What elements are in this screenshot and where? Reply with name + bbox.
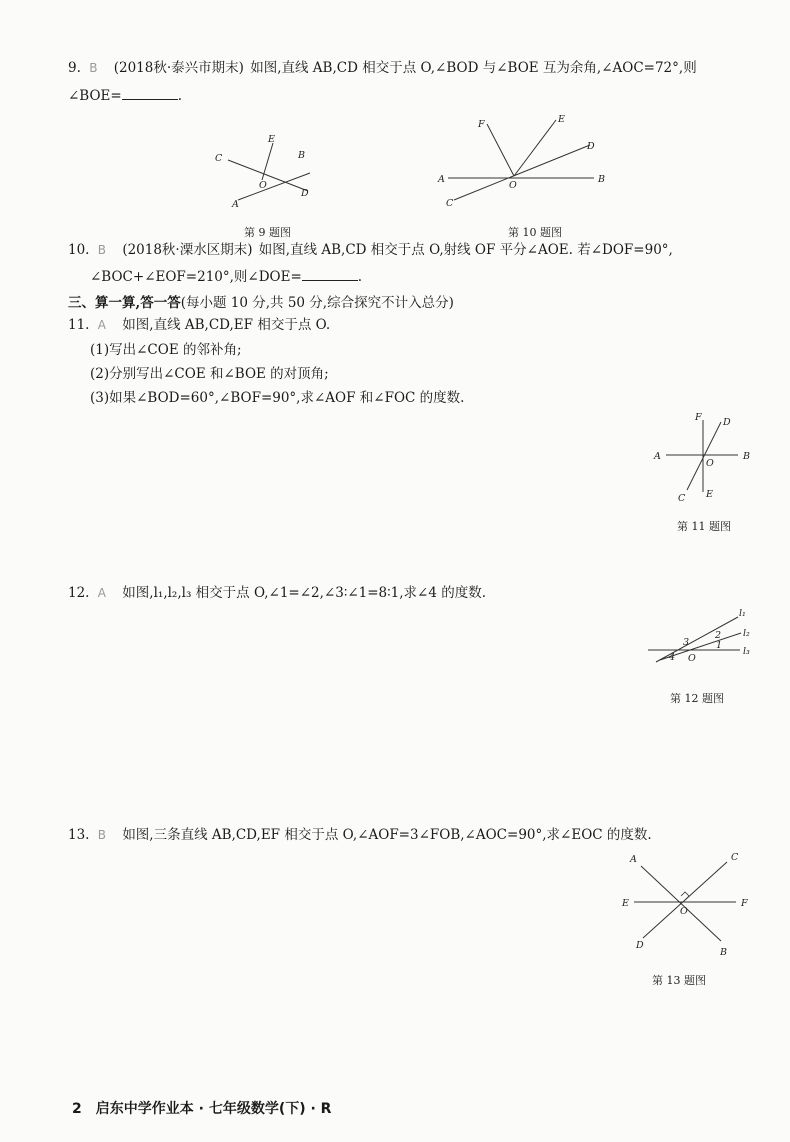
label-O: O: [680, 906, 688, 917]
label-F: F: [695, 412, 702, 423]
page-footer: [72, 1098, 331, 1118]
question-source: (2018秋·泰兴市期末): [113, 60, 244, 76]
label-E: E: [268, 134, 275, 145]
question-11: [68, 315, 330, 335]
label-angle-4: 4: [669, 652, 676, 663]
label-angle-2: 2: [715, 630, 722, 641]
label-C: C: [678, 493, 686, 504]
difficulty-level: B: [97, 828, 107, 842]
label-D: D: [723, 417, 731, 428]
figure-10-caption: 第 10 题图: [508, 226, 562, 239]
label-D: D: [636, 940, 644, 951]
question-13: [68, 825, 652, 845]
label-A: A: [438, 174, 445, 185]
label-F: F: [478, 119, 485, 130]
label-E: E: [558, 114, 565, 125]
question-text: 如图,直线 AB,CD,EF 相交于点 O.: [122, 317, 331, 333]
label-D: D: [587, 141, 595, 152]
line-CD: [454, 145, 590, 200]
label-O: O: [706, 458, 714, 469]
difficulty-level: B: [97, 243, 107, 257]
question-source: (2018秋·溧水区期末): [122, 242, 253, 258]
label-A: A: [630, 854, 637, 865]
answer-blank[interactable]: [302, 266, 358, 281]
difficulty-level: A: [97, 318, 106, 332]
question-text: 如图,直线 AB,CD 相交于点 O,∠BOD 与∠BOE 互为余角,∠AOC=72°,则: [250, 60, 697, 76]
question-12: [68, 583, 486, 603]
section-header: [68, 291, 454, 311]
question-text-continued: ∠BOC+∠EOF=210°,则∠DOE=: [90, 269, 302, 285]
label-C: C: [215, 153, 223, 164]
figure-12-caption: 第 12 题图: [670, 692, 724, 705]
label-angle-3: 3: [683, 637, 690, 648]
question-number: 12.: [68, 585, 90, 601]
question-text-continued: ∠BOE=: [68, 88, 122, 104]
question-text: 如图,三条直线 AB,CD,EF 相交于点 O,∠AOF=3∠FOB,∠AOC=90°,求∠EOC 的度数.: [122, 827, 652, 843]
label-E: E: [622, 898, 629, 909]
question-text: 如图,l₁,l₂,l₃ 相交于点 O,∠1=∠2,∠3∶∠1=8∶1,求∠4 的度数.: [122, 585, 487, 601]
label-C: C: [446, 198, 454, 209]
label-E: E: [706, 489, 713, 500]
question-9: [68, 58, 697, 78]
figure-13-caption: 第 13 题图: [652, 974, 706, 987]
label-A: A: [654, 451, 661, 462]
label-O: O: [688, 653, 696, 664]
label-l1: l₁: [739, 608, 746, 619]
label-l3: l₃: [743, 646, 750, 657]
label-B: B: [298, 150, 305, 161]
figure-9-caption: 第 9 题图: [244, 226, 291, 239]
label-D: D: [301, 188, 309, 199]
question-11-part-1: (1)写出∠COE 的邻补角;: [90, 342, 242, 358]
line-AB: [238, 173, 310, 200]
question-number: 13.: [68, 827, 90, 843]
question-number: 9.: [68, 60, 81, 76]
question-11-part-2: (2)分别写出∠COE 和∠BOE 的对顶角;: [90, 366, 329, 382]
question-9-line2: ∠BOE= .: [68, 85, 182, 106]
question-text: 如图,直线 AB,CD 相交于点 O,射线 OF 平分∠AOE. 若∠DOF=90°,: [258, 242, 673, 258]
ray-OF: [487, 124, 514, 176]
label-F: F: [741, 898, 748, 909]
question-10: [68, 240, 673, 260]
answer-blank[interactable]: [122, 85, 178, 100]
label-C: C: [731, 852, 739, 863]
ray-OE: [262, 143, 273, 180]
right-angle-mark: [681, 892, 689, 900]
label-O: O: [509, 180, 517, 191]
label-O: O: [259, 180, 267, 191]
label-angle-1: 1: [716, 640, 723, 651]
section-title: 三、算一算,答一答: [68, 295, 181, 311]
question-11-part-3: (3)如果∠BOD=60°,∠BOF=90°,求∠AOF 和∠FOC 的度数.: [90, 390, 465, 406]
line-CD: [228, 160, 308, 191]
section-note: (每小题 10 分,共 50 分,综合探究不计入总分): [180, 295, 454, 311]
label-B: B: [720, 947, 727, 958]
book-title: 启东中学作业本 · 七年级数学(下) · R: [95, 1101, 332, 1117]
label-B: B: [743, 451, 750, 462]
figure-11-caption: 第 11 题图: [677, 520, 731, 533]
label-l2: l₂: [743, 628, 750, 639]
question-number: 10.: [68, 242, 90, 258]
difficulty-level: A: [97, 586, 106, 600]
label-A: A: [232, 199, 239, 210]
difficulty-level: B: [89, 61, 98, 75]
question-10-line2: ∠BOC+∠EOF=210°,则∠DOE= .: [90, 266, 362, 287]
question-number: 11.: [68, 317, 90, 333]
label-B: B: [598, 174, 605, 185]
line-CD: [687, 422, 721, 490]
page-number: 2: [72, 1101, 82, 1117]
